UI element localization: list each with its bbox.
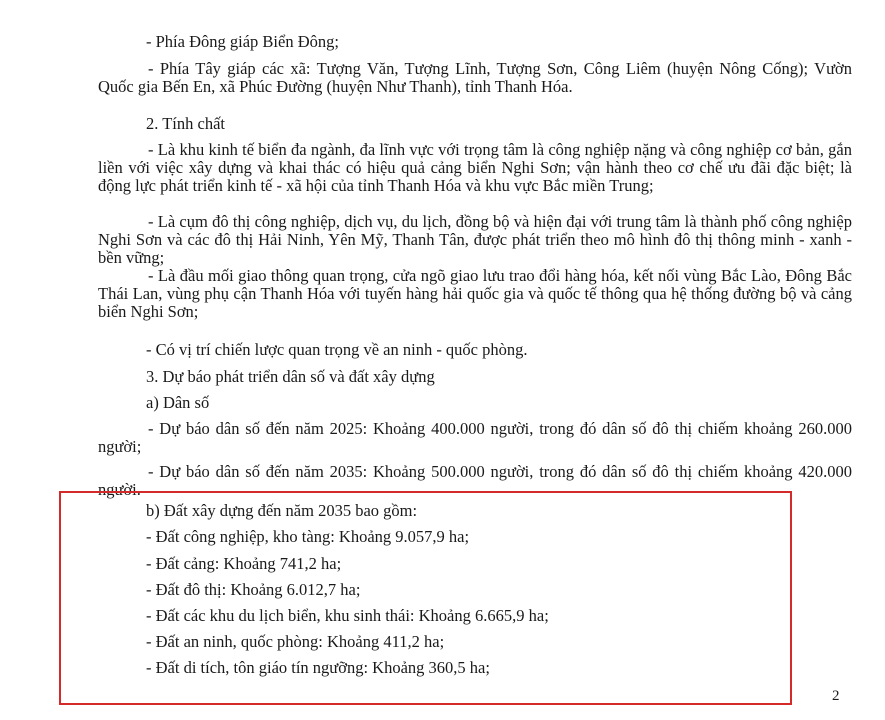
land-item-heritage: - Đất di tích, tôn giáo tín ngưỡng: Khoảng 360,5 ha; (146, 658, 490, 677)
land-item-tourism: - Đất các khu du lịch biển, khu sinh thái: Khoảng 6.665,9 ha; (146, 606, 549, 625)
subsection-heading-population: a) Dân số (146, 393, 210, 412)
land-item-port: - Đất cảng: Khoảng 741,2 ha; (146, 554, 342, 573)
paragraph-transport-hub: - Là đầu mối giao thông quan trọng, cửa ngõ giao lưu trao đổi hàng hóa, kết nối vùng Bắc Lào, Đông Bắc Thái Lan, vùng phụ cận Thanh Hóa với tuyến hàng hải quốc gia và quốc tế thông qua hệ thống đường bộ và cảng biển Nghi Sơn; (98, 266, 852, 321)
paragraph-strategic-position: - Có vị trí chiến lược quan trọng về an ninh - quốc phòng. (146, 340, 528, 359)
land-item-urban: - Đất đô thị: Khoảng 6.012,7 ha; (146, 580, 361, 599)
page-number: 2 (832, 688, 840, 704)
paragraph-west-border: - Phía Tây giáp các xã: Tượng Văn, Tượng Lĩnh, Tượng Sơn, Công Liêm (huyện Nông Cống); Vườn Quốc gia Bến En, xã Phúc Đường (huyện Như Thanh), tỉnh Thanh Hóa. (98, 59, 852, 96)
land-item-defense: - Đất an ninh, quốc phòng: Khoảng 411,2 ha; (146, 632, 445, 651)
paragraph-economic-zone: - Là khu kinh tế biển đa ngành, đa lĩnh vực với trọng tâm là công nghiệp nặng và công nghiệp cơ bản, gắn liền với việc xây dựng và khai thác có hiệu quả cảng biển Nghi Sơn; vận hành theo cơ chế ưu đãi đặc biệt; là động lực phát triển kinh tế - xã hội của tỉnh Thanh Hóa và khu vực Bắc miền Trung; (98, 140, 852, 195)
land-item-industrial: - Đất công nghiệp, kho tàng: Khoảng 9.057,9 ha; (146, 527, 470, 546)
section-heading-forecast: 3. Dự báo phát triển dân số và đất xây dựng (146, 367, 435, 386)
paragraph-urban-cluster: - Là cụm đô thị công nghiệp, dịch vụ, du lịch, đồng bộ và hiện đại với trung tâm là thành phố công nghiệp Nghi Sơn và các đô thị Hải Ninh, Yên Mỹ, Thanh Tân, được phát triển theo mô hình đô thị thông minh - xanh - bền vững; (98, 212, 852, 267)
section-heading-nature: 2. Tính chất (146, 114, 225, 133)
paragraph-east-border: - Phía Đông giáp Biển Đông; (146, 32, 339, 51)
paragraph-population-2035: - Dự báo dân số đến năm 2035: Khoảng 500.000 người, trong đó dân số đô thị chiếm khoảng 420.000 người. (98, 462, 852, 499)
subsection-heading-land: b) Đất xây dựng đến năm 2035 bao gồm: (146, 501, 418, 520)
paragraph-population-2025: - Dự báo dân số đến năm 2025: Khoảng 400.000 người, trong đó dân số đô thị chiếm khoảng 260.000 người; (98, 419, 852, 456)
